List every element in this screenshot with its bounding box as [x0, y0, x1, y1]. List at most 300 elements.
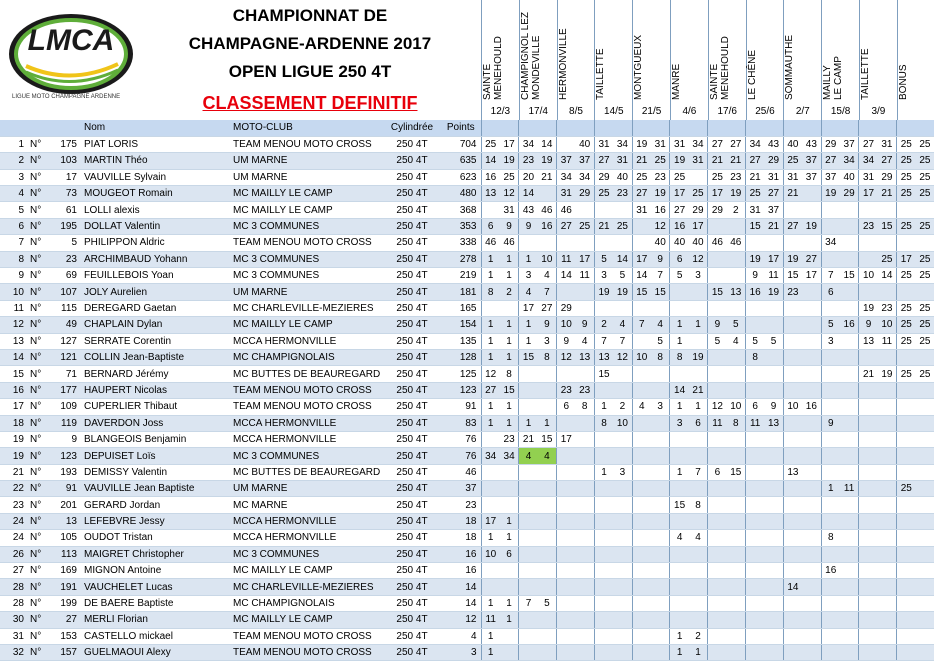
rider-name-cell: CUPERLIER Thibaut — [81, 399, 231, 415]
club-cell: MC MAILLY LE CAMP — [231, 317, 383, 333]
rider-number-cell: 113 — [51, 546, 81, 562]
score-cell: 20 — [519, 169, 538, 185]
table-row — [0, 202, 934, 218]
score-cell: 1 — [500, 415, 519, 431]
score-cell — [670, 431, 689, 447]
score-cell: 6 — [500, 546, 519, 562]
score-cell: 16 — [802, 399, 821, 415]
number-label-cell: N° — [27, 431, 51, 447]
score-cell — [632, 431, 651, 447]
score-cell: 5 — [594, 251, 613, 267]
score-cell — [632, 481, 651, 497]
rider-name-cell: FEUILLEBOIS Yoan — [81, 268, 231, 284]
number-label-cell: N° — [27, 595, 51, 611]
score-cell — [613, 431, 632, 447]
score-cell: 6 — [481, 218, 500, 234]
table-row — [0, 382, 934, 398]
score-cell — [613, 612, 632, 628]
rider-number-cell: 201 — [51, 497, 81, 513]
table-row — [0, 497, 934, 513]
score-cell — [594, 612, 613, 628]
score-cell — [557, 464, 576, 480]
score-cell: 25 — [708, 169, 727, 185]
score-cell: 31 — [632, 202, 651, 218]
table-header-row — [0, 120, 934, 136]
table-row — [0, 218, 934, 234]
score-cell — [802, 366, 821, 382]
score-cell — [745, 645, 764, 661]
score-cell — [500, 464, 519, 480]
rank-cell: 22 — [0, 481, 27, 497]
score-cell — [689, 595, 708, 611]
score-cell — [670, 563, 689, 579]
score-cell — [632, 448, 651, 464]
rider-name-cell: LOLLI alexis — [81, 202, 231, 218]
score-cell — [745, 431, 764, 447]
score-cell — [821, 513, 840, 529]
rider-number-cell: 195 — [51, 218, 81, 234]
club-cell: MC 3 COMMUNES — [231, 218, 383, 234]
score-cell — [613, 595, 632, 611]
score-cell: 27 — [745, 153, 764, 169]
score-cell: 10 — [859, 268, 878, 284]
score-cell — [840, 284, 859, 300]
score-cell: 1 — [481, 628, 500, 644]
number-label-cell: N° — [27, 235, 51, 251]
rider-name-cell: BLANGEOIS Benjamin — [81, 431, 231, 447]
score-cell: 43 — [519, 202, 538, 218]
score-cell: 15 — [745, 218, 764, 234]
rider-number-cell: 69 — [51, 268, 81, 284]
score-cell: 27 — [670, 202, 689, 218]
score-cell — [783, 595, 802, 611]
cylinder-cell: 250 4T — [383, 645, 441, 661]
club-cell: MC 3 COMMUNES — [231, 251, 383, 267]
score-cell — [727, 431, 746, 447]
points-cell: 83 — [441, 415, 481, 431]
score-cell — [859, 235, 878, 251]
rank-cell: 28 — [0, 595, 27, 611]
score-cell — [783, 628, 802, 644]
score-cell — [859, 251, 878, 267]
score-cell: 19 — [727, 186, 746, 202]
score-cell — [594, 645, 613, 661]
table-row — [0, 464, 934, 480]
table-row — [0, 399, 934, 415]
score-cell — [745, 366, 764, 382]
score-cell — [519, 612, 538, 628]
score-cell: 15 — [538, 431, 557, 447]
rider-number-cell: 127 — [51, 333, 81, 349]
rider-number-cell: 153 — [51, 628, 81, 644]
rank-cell: 7 — [0, 235, 27, 251]
venue-date: 4/6 — [670, 104, 708, 120]
score-cell — [878, 513, 897, 529]
score-cell — [821, 382, 840, 398]
points-cell: 123 — [441, 382, 481, 398]
score-cell: 37 — [802, 153, 821, 169]
club-cell: MC CHARLEVILLE-MEZIERES — [231, 579, 383, 595]
number-label-cell: N° — [27, 300, 51, 316]
score-cell: 25 — [632, 169, 651, 185]
score-cell — [689, 448, 708, 464]
score-cell — [878, 563, 897, 579]
score-cell — [557, 497, 576, 513]
score-cell: 15 — [651, 284, 670, 300]
score-cell — [878, 464, 897, 480]
score-cell: 4 — [575, 333, 594, 349]
score-cell — [783, 448, 802, 464]
score-cell: 23 — [783, 284, 802, 300]
score-cell: 3 — [821, 333, 840, 349]
score-cell: 15 — [632, 284, 651, 300]
score-cell: 7 — [594, 333, 613, 349]
score-cell — [500, 563, 519, 579]
club-cell: TEAM MENOU MOTO CROSS — [231, 399, 383, 415]
score-cell: 19 — [594, 284, 613, 300]
score-cell — [689, 284, 708, 300]
score-cell — [764, 464, 783, 480]
score-cell: 3 — [670, 415, 689, 431]
club-cell: MCCA HERMONVILLE — [231, 530, 383, 546]
score-cell — [538, 186, 557, 202]
score-cell: 2 — [594, 317, 613, 333]
venue-column-header — [519, 0, 557, 104]
score-cell: 14 — [670, 382, 689, 398]
score-cell — [708, 448, 727, 464]
score-cell — [878, 612, 897, 628]
rider-name-cell: VAUVILLE Jean Baptiste — [81, 481, 231, 497]
score-cell — [878, 497, 897, 513]
score-cell: 10 — [613, 415, 632, 431]
score-cell — [821, 579, 840, 595]
points-cell: 23 — [441, 497, 481, 513]
cylinder-cell: 250 4T — [383, 251, 441, 267]
score-cell: 4 — [689, 530, 708, 546]
points-cell: 125 — [441, 366, 481, 382]
score-cell — [821, 497, 840, 513]
score-cell: 19 — [651, 186, 670, 202]
score-cell: 19 — [613, 284, 632, 300]
points-cell: 338 — [441, 235, 481, 251]
score-cell — [538, 382, 557, 398]
score-cell: 37 — [557, 153, 576, 169]
score-cell — [557, 284, 576, 300]
rider-name-cell: CHAPLAIN Dylan — [81, 317, 231, 333]
score-cell: 5 — [651, 333, 670, 349]
score-cell: 1 — [500, 513, 519, 529]
venue-name: LE CHÊNE — [746, 49, 758, 100]
rider-number-cell: 107 — [51, 284, 81, 300]
venue-column-header — [897, 0, 934, 104]
rider-name-cell: SERRATE Corentin — [81, 333, 231, 349]
score-cell: 34 — [557, 169, 576, 185]
score-cell: 25 — [915, 218, 934, 234]
score-cell — [575, 612, 594, 628]
score-cell — [840, 464, 859, 480]
score-cell: 25 — [500, 169, 519, 185]
score-cell — [500, 645, 519, 661]
cylinder-cell: 250 4T — [383, 513, 441, 529]
cylinder-cell: 250 4T — [383, 268, 441, 284]
score-cell — [802, 186, 821, 202]
points-cell: 154 — [441, 317, 481, 333]
venue-name: TAILLETTE — [860, 48, 871, 100]
score-cell — [594, 202, 613, 218]
score-cell: 8 — [594, 415, 613, 431]
score-cell — [859, 349, 878, 365]
score-cell: 17 — [689, 218, 708, 234]
score-cell: 40 — [670, 235, 689, 251]
score-cell: 15 — [783, 268, 802, 284]
score-cell — [670, 366, 689, 382]
venue-column-header — [481, 0, 519, 104]
points-cell: 14 — [441, 595, 481, 611]
table-row — [0, 513, 934, 529]
rider-name-cell: DOLLAT Valentin — [81, 218, 231, 234]
score-cell — [727, 382, 746, 398]
score-cell — [632, 563, 651, 579]
points-cell: 76 — [441, 431, 481, 447]
score-cell — [727, 628, 746, 644]
rider-name-cell: MERLI Florian — [81, 612, 231, 628]
score-cell: 12 — [500, 186, 519, 202]
score-cell — [538, 645, 557, 661]
rider-number-cell: 91 — [51, 481, 81, 497]
score-cell — [840, 431, 859, 447]
score-cell — [708, 268, 727, 284]
score-cell — [727, 513, 746, 529]
score-cell — [802, 645, 821, 661]
score-cell — [594, 235, 613, 251]
score-cell — [481, 497, 500, 513]
score-cell — [915, 382, 934, 398]
rank-cell: 17 — [0, 399, 27, 415]
number-label-cell: N° — [27, 612, 51, 628]
rank-cell: 13 — [0, 333, 27, 349]
score-cell — [840, 415, 859, 431]
score-cell — [764, 481, 783, 497]
score-cell — [802, 481, 821, 497]
score-cell — [651, 628, 670, 644]
rider-name-cell: HAUPERT Nicolas — [81, 382, 231, 398]
score-cell: 2 — [500, 284, 519, 300]
score-cell — [840, 645, 859, 661]
score-cell — [519, 464, 538, 480]
venue-column-header — [557, 0, 595, 104]
score-cell — [557, 612, 576, 628]
score-cell — [859, 415, 878, 431]
score-cell — [878, 530, 897, 546]
score-cell: 34 — [613, 136, 632, 152]
score-cell — [802, 464, 821, 480]
rank-cell: 27 — [0, 563, 27, 579]
club-cell: MC CHARLEVILLE-MEZIERES — [231, 300, 383, 316]
score-cell — [651, 595, 670, 611]
score-cell — [840, 202, 859, 218]
score-cell — [538, 563, 557, 579]
score-cell — [651, 366, 670, 382]
score-cell — [557, 415, 576, 431]
venue-column-header — [708, 0, 746, 104]
score-cell — [859, 645, 878, 661]
score-cell — [651, 563, 670, 579]
score-cell — [783, 546, 802, 562]
rider-number-cell: 13 — [51, 513, 81, 529]
rank-cell: 31 — [0, 628, 27, 644]
score-cell: 11 — [745, 415, 764, 431]
rider-name-cell: COLLIN Jean-Baptiste — [81, 349, 231, 365]
score-cell — [897, 202, 916, 218]
score-cell — [500, 481, 519, 497]
score-cell — [802, 300, 821, 316]
score-cell — [915, 349, 934, 365]
points-cell: 623 — [441, 169, 481, 185]
score-cell: 7 — [613, 333, 632, 349]
score-cell: 37 — [840, 136, 859, 152]
score-cell — [897, 546, 916, 562]
score-cell: 23 — [859, 218, 878, 234]
score-cell — [557, 595, 576, 611]
score-cell: 7 — [821, 268, 840, 284]
score-cell — [802, 317, 821, 333]
points-cell: 165 — [441, 300, 481, 316]
score-cell: 27 — [764, 186, 783, 202]
score-cell — [519, 366, 538, 382]
score-cell: 37 — [575, 153, 594, 169]
score-cell: 21 — [859, 366, 878, 382]
score-cell — [594, 546, 613, 562]
points-cell: 635 — [441, 153, 481, 169]
score-cell: 19 — [802, 218, 821, 234]
score-cell — [745, 448, 764, 464]
score-cell: 8 — [500, 366, 519, 382]
score-cell: 4 — [519, 284, 538, 300]
number-label-cell: N° — [27, 218, 51, 234]
score-cell — [802, 513, 821, 529]
rider-number-cell: 199 — [51, 595, 81, 611]
score-cell — [632, 546, 651, 562]
club-cell: MC MARNE — [231, 497, 383, 513]
score-cell: 25 — [594, 186, 613, 202]
score-cell: 1 — [670, 317, 689, 333]
score-cell — [859, 612, 878, 628]
score-cell — [915, 448, 934, 464]
score-cell: 1 — [500, 399, 519, 415]
rider-number-cell: 193 — [51, 464, 81, 480]
score-cell — [840, 530, 859, 546]
table-row — [0, 645, 934, 661]
score-cell: 31 — [613, 153, 632, 169]
score-cell: 11 — [840, 481, 859, 497]
title-line-2: CHAMPAGNE-ARDENNE 2017 — [188, 34, 432, 53]
score-cell: 5 — [727, 317, 746, 333]
score-cell: 40 — [840, 169, 859, 185]
score-cell — [575, 481, 594, 497]
score-cell — [764, 497, 783, 513]
score-cell — [575, 415, 594, 431]
table-row — [0, 235, 934, 251]
score-cell — [878, 645, 897, 661]
score-cell: 17 — [708, 186, 727, 202]
score-cell: 16 — [481, 169, 500, 185]
score-cell: 1 — [481, 333, 500, 349]
score-cell — [594, 628, 613, 644]
table-row — [0, 284, 934, 300]
venue-column-header — [670, 0, 708, 104]
score-cell — [708, 513, 727, 529]
score-cell — [575, 464, 594, 480]
score-cell — [651, 546, 670, 562]
score-cell — [783, 333, 802, 349]
score-cell — [783, 481, 802, 497]
rider-number-cell: 157 — [51, 645, 81, 661]
score-cell: 10 — [538, 251, 557, 267]
score-cell — [519, 579, 538, 595]
score-cell: 29 — [764, 153, 783, 169]
score-cell — [519, 399, 538, 415]
score-cell: 25 — [897, 366, 916, 382]
score-cell: 17 — [500, 136, 519, 152]
score-cell: 31 — [764, 169, 783, 185]
score-cell: 31 — [670, 136, 689, 152]
number-label-cell: N° — [27, 415, 51, 431]
score-cell: 8 — [689, 497, 708, 513]
score-cell: 16 — [538, 218, 557, 234]
score-cell — [538, 530, 557, 546]
score-cell — [519, 481, 538, 497]
score-cell — [783, 415, 802, 431]
number-label-cell: N° — [27, 366, 51, 382]
rider-number-cell: 121 — [51, 349, 81, 365]
score-cell — [821, 349, 840, 365]
cylinder-cell: 250 4T — [383, 415, 441, 431]
score-cell: 31 — [651, 136, 670, 152]
score-cell: 2 — [613, 399, 632, 415]
score-cell: 43 — [802, 136, 821, 152]
score-cell — [783, 382, 802, 398]
points-cell: 18 — [441, 513, 481, 529]
venue-name: SOMMAUTHE — [784, 35, 796, 100]
score-cell: 27 — [727, 136, 746, 152]
score-cell: 13 — [727, 284, 746, 300]
score-cell: 1 — [689, 645, 708, 661]
score-cell — [594, 481, 613, 497]
rider-name-cell: DEMISSY Valentin — [81, 464, 231, 480]
score-cell — [745, 497, 764, 513]
score-cell: 40 — [651, 235, 670, 251]
score-cell: 6 — [557, 399, 576, 415]
score-cell — [745, 513, 764, 529]
score-cell — [897, 497, 916, 513]
rank-cell: 30 — [0, 612, 27, 628]
score-cell: 27 — [708, 136, 727, 152]
cylinder-cell: 250 4T — [383, 202, 441, 218]
score-cell: 1 — [538, 415, 557, 431]
score-cell — [481, 431, 500, 447]
score-cell — [632, 218, 651, 234]
cylinder-cell: 250 4T — [383, 579, 441, 595]
score-cell: 19 — [821, 186, 840, 202]
score-cell — [840, 218, 859, 234]
table-row — [0, 595, 934, 611]
club-cell: UM MARNE — [231, 284, 383, 300]
score-cell: 14 — [557, 268, 576, 284]
score-cell — [575, 497, 594, 513]
score-cell: 40 — [689, 235, 708, 251]
score-cell: 3 — [689, 268, 708, 284]
score-cell — [878, 202, 897, 218]
